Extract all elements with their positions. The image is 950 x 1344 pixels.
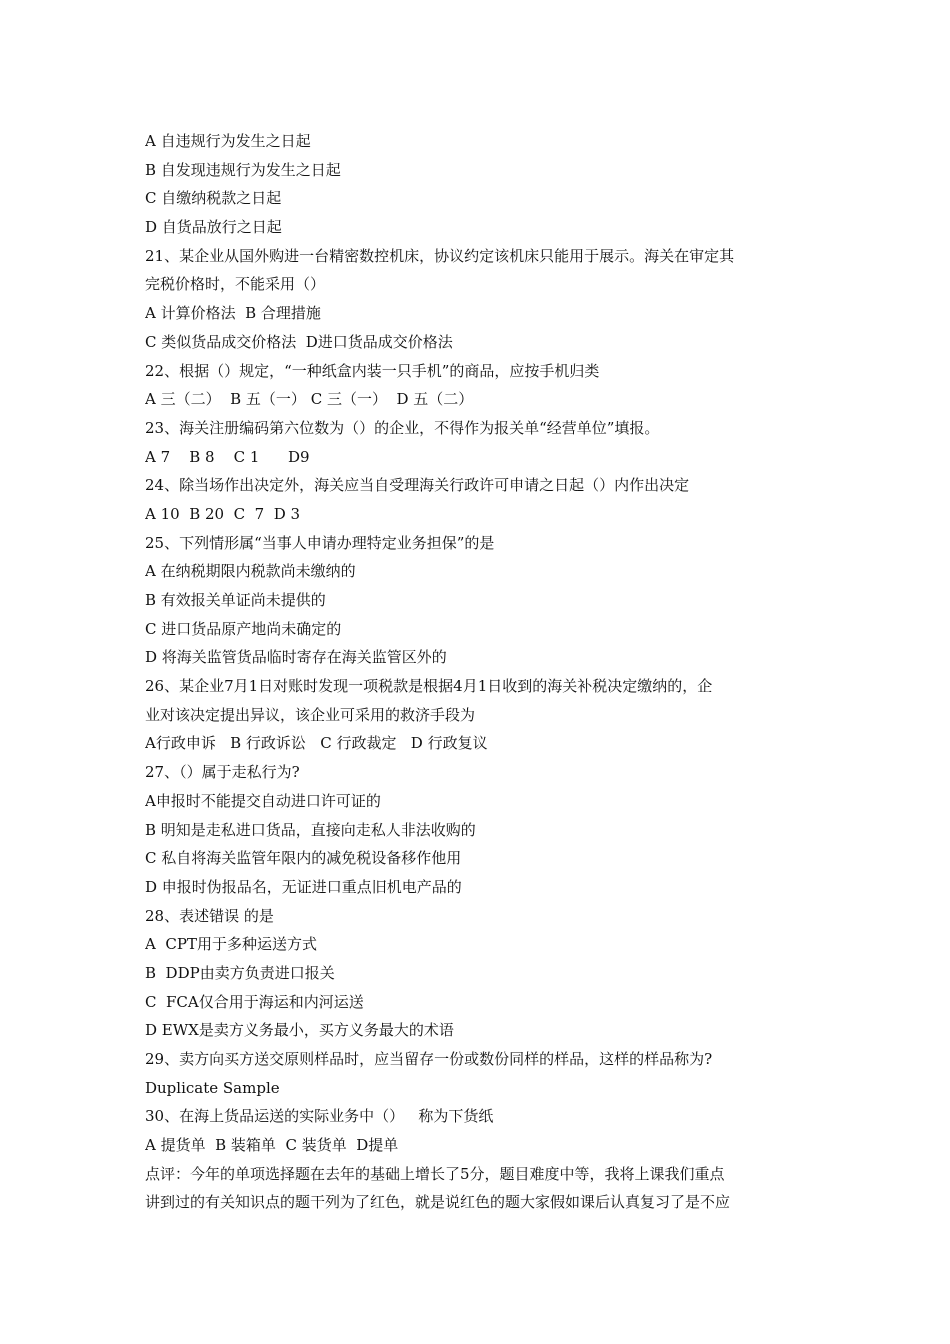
question-28: 28、表述错误 的是	[145, 906, 274, 925]
text-line: 业对该决定提出异议，该企业可采用的救济手段为	[145, 705, 476, 724]
text-line: B 明知是走私进口货品，直接向走私人非法收购的	[145, 820, 476, 839]
text-line: A 7 B 8 C 1 D9	[145, 447, 310, 466]
question-25: 25、下列情形属“当事人申请办理特定业务担保”的是	[145, 533, 495, 552]
question-26: 26、某企业7月1日对账时发现一项税款是根据4月1日收到的海关补税决定缴纳的，企	[145, 677, 713, 696]
text-line: Duplicate Sample	[145, 1078, 280, 1097]
question-24: 24、除当场作出决定外，海关应当自受理海关行政许可申请之日起（）内作出决定	[145, 476, 690, 495]
text-line: A 计算价格法 B 合理措施	[145, 304, 321, 323]
text-line: C 私自将海关监管年限内的减免税设备移作他用	[145, 849, 462, 868]
commentary: 点评：今年的单项选择题在去年的基础上增长了5分，题目难度中等，我将上课我们重点	[145, 1164, 725, 1183]
text-line: C 自缴纳税款之日起	[145, 189, 282, 208]
question-21: 21、某企业从国外购进一台精密数控机床，协议约定该机床只能用于展示。海关在审定其	[145, 246, 735, 265]
question-22: 22、根据（）规定，“一种纸盒内装一只手机”的商品，应按手机归类	[145, 361, 600, 380]
text-line: D 申报时伪报品名，无证进口重点旧机电产品的	[145, 877, 462, 896]
text-line: C 进口货品原产地尚未确定的	[145, 619, 342, 638]
text-line: C 类似货品成交价格法 D进口货品成交价格法	[145, 332, 453, 351]
question-23: 23、海关注册编码第六位数为（）的企业，不得作为报关单“经营单位”填报。	[145, 418, 660, 437]
text-line: A 三（二） B 五（一） C 三（一） D 五（二）	[145, 390, 474, 409]
text-line: C FCA仅合用于海运和内河运送	[145, 992, 364, 1011]
text-line: 完税价格时，不能采用（）	[145, 275, 326, 294]
text-line: B 自发现违规行为发生之日起	[145, 160, 341, 179]
text-line: B DDP由卖方负责进口报关	[145, 963, 335, 982]
text-line: A行政申诉 B 行政诉讼 C 行政裁定 D 行政复议	[145, 734, 488, 753]
text-line: A CPT用于多种运送方式	[145, 935, 317, 954]
question-30: 30、在海上货品运送的实际业务中（） 称为下货纸	[145, 1107, 494, 1126]
text-line: A 在纳税期限内税款尚未缴纳的	[145, 562, 356, 581]
text-line: A 自违规行为发生之日起	[145, 132, 311, 150]
commentary: 讲到过的有关知识点的题干列为了红色，就是说红色的题大家假如课后认真复习了是不应	[145, 1193, 731, 1212]
document-page	[145, 127, 815, 1217]
text-line: D 将海关监管货品临时寄存在海关监管区外的	[145, 648, 447, 667]
text-line: A 提货单 B 装箱单 C 装货单 D提单	[145, 1136, 399, 1155]
text-line: A申报时不能提交自动进口许可证的	[145, 791, 381, 810]
text-line: A 10 B 20 C 7 D 3	[145, 504, 301, 523]
question-27: 27、（）属于走私行为?	[145, 763, 300, 782]
text-line: D EWX是卖方义务最小，买方义务最大的术语	[145, 1021, 454, 1040]
question-29: 29、卖方向买方送交原则样品时，应当留存一份或数份同样的样品，这样的样品称为?	[145, 1050, 713, 1068]
text-line: D 自货品放行之日起	[145, 218, 282, 237]
text-line: B 有效报关单证尚未提供的	[145, 591, 326, 609]
